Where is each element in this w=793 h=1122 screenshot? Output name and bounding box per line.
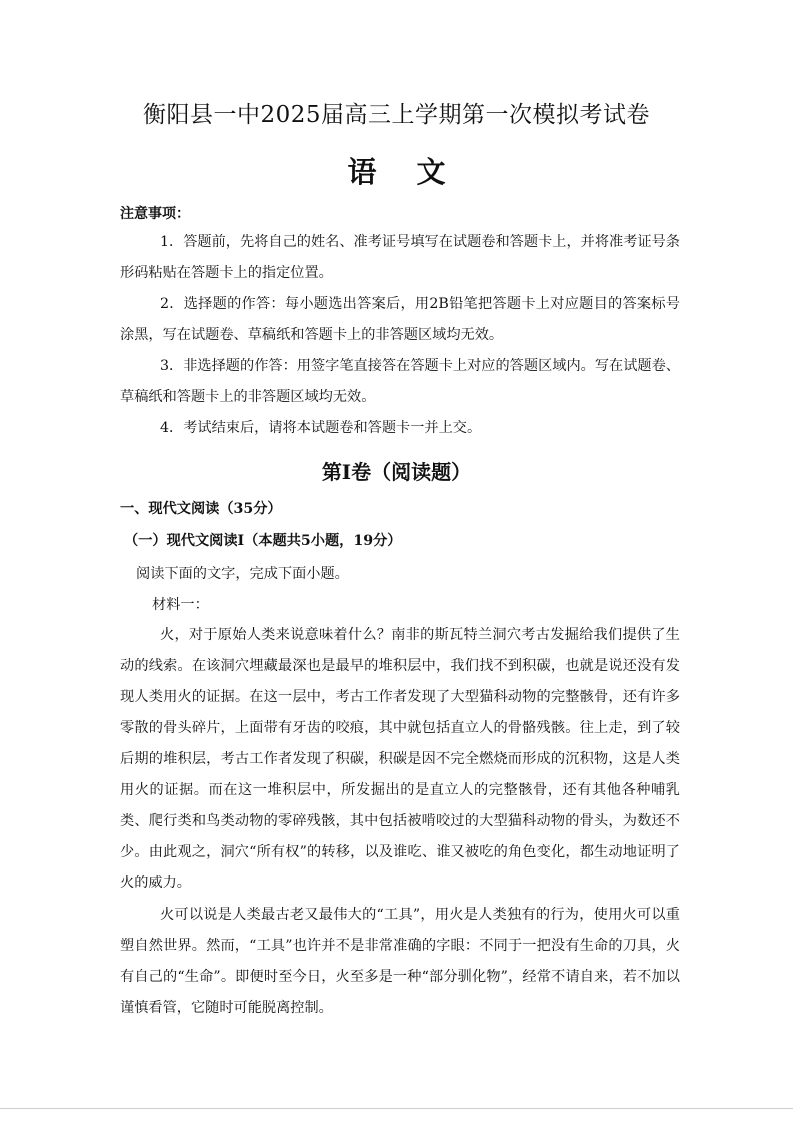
notice-item-4: 4．考试结束后，请将本试题卷和答题卡一并上交。 bbox=[160, 420, 482, 436]
reading-instruction: 阅读下面的文字，完成下面小题。 bbox=[136, 566, 349, 582]
notice-item-1: 1．答题前，先将自己的姓名、准考证号填写在试题卷和答题卡上，并将准考证号条形码粘贴在答题卡上的指定位置。 bbox=[120, 234, 680, 281]
material-paragraph-1: 火，对于原始人类来说意味着什么？南非的斯瓦特兰洞穴考古发掘给我们提供了生动的线索。在该洞穴埋藏最深也是最早的堆积层中，我们找不到积碳，也就是说还没有发现人类用火的证据。在这一层中，考古工作者发现了大型猫科动物的完整骸骨，还有许多零散的骨头碎片，上面带有牙齿的咬痕，其中就包括直立人的骨骼残骸。往上走，到了较后期的堆积层，考古工作者发现了积碳，积碳是因不完全燃烧而形成的沉积物，这是人类用火的证据。而在这一堆积层中，所发掘出的是直立人的完整骸骨，还有其他各种哺乳类、爬行类和鸟类动物的零碎残骸，其中包括被啃咬过的大型猫科动物的骨头，为数还不少。由此观之，洞穴“所有权”的转移，以及谁吃、谁又被吃的角色变化，都生动地证明了火的威力。 bbox=[120, 627, 680, 891]
notice-item-3: 3．非选择题的作答：用签字笔直接答在答题卡上对应的答题区域内。写在试题卷、草稿纸和答题卡上的非答题区域均无效。 bbox=[120, 358, 680, 405]
exam-title: 衡阳县一中2025届高三上学期第一次模拟考试卷 bbox=[142, 102, 651, 128]
page-bottom-rule bbox=[0, 1108, 793, 1109]
subpart-title: （一）现代文阅读Ⅰ（本题共5小题，19分） bbox=[124, 533, 402, 549]
section-title: 第Ⅰ卷（阅读题） bbox=[321, 460, 472, 484]
notice-item-2: 2．选择题的作答：每小题选出答案后，用2B铅笔把答题卡上对应题目的答案标号涂黑，写在试题卷、草稿纸和答题卡上的非答题区域均无效。 bbox=[120, 296, 680, 343]
material-paragraph-2: 火可以说是人类最古老又最伟大的“工具”，用火是人类独有的行为，使用火可以重塑自然世界。然而，“工具”也许并不是非常准确的字眼：不同于一把没有生命的刀具，火有自己的“生命”。即便时至今日，火至多是一种“部分驯化物”，经常不请自来，若不加以谨慎看管，它随时可能脱离控制。 bbox=[120, 907, 680, 1016]
part-title: 一、现代文阅读（35分） bbox=[120, 501, 282, 517]
notice-heading: 注意事项： bbox=[120, 206, 190, 222]
material-label: 材料一： bbox=[152, 597, 209, 613]
subject-title: 语文 bbox=[347, 155, 486, 189]
